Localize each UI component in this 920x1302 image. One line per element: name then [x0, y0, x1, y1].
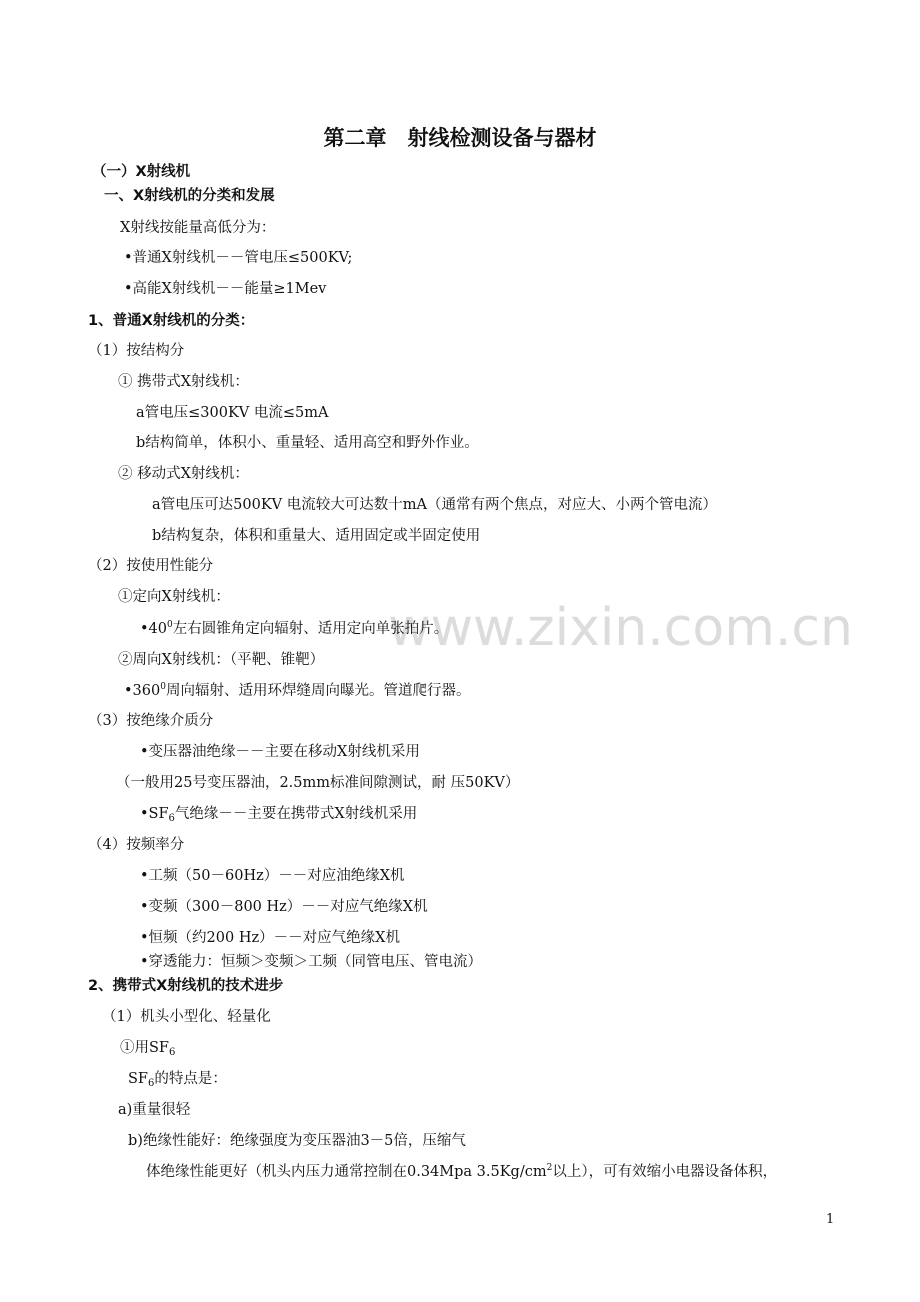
paragraph-line: b结构复杂，体积和重量大、适用固定或半固定使用	[152, 528, 481, 544]
paragraph-line	[120, 1038, 175, 1058]
bullet-text: •40	[140, 621, 168, 637]
superscript: 2	[546, 1163, 553, 1173]
paragraph-line	[128, 1069, 227, 1089]
bullet-item: •工频（50－60Hz）－－对应油绝缘X机	[140, 868, 405, 884]
bullet-item	[140, 804, 417, 824]
bullet-text: 气绝缘－－主要在携带式X射线机采用	[174, 806, 418, 822]
paragraph-line: ①定向X射线机：	[118, 589, 230, 605]
paragraph-line	[146, 1162, 777, 1182]
paragraph-line: （3）按绝缘介质分	[88, 713, 214, 729]
line-text: 以上），可有效缩小电器设备体积，	[552, 1164, 778, 1180]
paragraph-line: a管电压≤300KV 电流≤5mA	[136, 405, 329, 421]
paragraph-line: a管电压可达500KV 电流较大可达数十mA（通常有两个焦点，对应大、小两个管电流）	[152, 497, 717, 513]
subsection-heading: 一、X射线机的分类和发展	[104, 188, 275, 204]
paragraph-line: （1）按结构分	[88, 343, 185, 359]
page-number: 1	[826, 1212, 835, 1227]
bullet-item	[140, 619, 448, 639]
paragraph-line: ① 携带式X射线机：	[118, 374, 249, 390]
bullet-item: •普通X射线机－－管电压≤500KV;	[124, 250, 353, 266]
chapter-title: 第二章 射线检测设备与器材	[323, 126, 597, 150]
bullet-text: 周向辐射、适用环焊缝周向曝光。管道爬行器。	[165, 683, 471, 699]
section-heading: （一）X射线机	[92, 164, 191, 180]
bullet-item: •穿透能力：恒频＞变频＞工频（同管电压、管电流）	[140, 954, 483, 970]
superscript: 0	[160, 682, 166, 692]
paragraph-line: ②周向X射线机：（平靶、锥靶）	[118, 652, 325, 668]
paragraph-line: （4）按频率分	[88, 837, 185, 853]
paragraph-line: b)绝缘性能好：绝缘强度为变压器油3－5倍，压缩气	[128, 1133, 466, 1149]
numbered-heading: 1、普通X射线机的分类：	[88, 313, 255, 329]
paragraph-line: a)重量很轻	[118, 1102, 191, 1118]
line-text: ①用SF	[120, 1040, 169, 1056]
subscript: 6	[168, 813, 175, 824]
bullet-item	[124, 681, 470, 701]
bullet-text: •360	[124, 683, 161, 699]
bullet-item: •变压器油绝缘－－主要在移动X射线机采用	[140, 744, 420, 760]
bullet-text: •SF	[140, 806, 169, 822]
bullet-item: •高能X射线机－－能量≥1Mev	[124, 281, 327, 297]
line-text: SF	[128, 1071, 148, 1087]
watermark: www.zixin.com.cn	[388, 598, 853, 658]
paragraph-line: （2）按使用性能分	[88, 558, 214, 574]
paragraph-line: ② 移动式X射线机：	[118, 466, 249, 482]
paragraph-line: b结构简单，体积小、重量轻、适用高空和野外作业。	[136, 435, 479, 451]
bullet-item: •变频（300－800 Hz）－－对应气绝缘X机	[140, 899, 428, 915]
paragraph-line: （1）机头小型化、轻量化	[102, 1009, 271, 1025]
bullet-text: 左右圆锥角定向辐射、适用定向单张拍片。	[172, 621, 449, 637]
line-text: 体绝缘性能更好（机头内压力通常控制在0.34Mpa 3.5Kg/cm	[146, 1164, 547, 1180]
numbered-heading: 2、携带式X射线机的技术进步	[88, 978, 284, 994]
subscript: 6	[169, 1047, 176, 1058]
bullet-item: •恒频（约200 Hz）－－对应气绝缘X机	[140, 930, 400, 946]
paragraph-line: （一般用25号变压器油，2.5mm标准间隙测试，耐 压50KV）	[116, 775, 520, 791]
subscript: 6	[148, 1078, 155, 1089]
line-text: 的特点是：	[154, 1071, 227, 1087]
superscript: 0	[167, 620, 173, 630]
paragraph-line: X射线按能量高低分为：	[120, 220, 276, 236]
